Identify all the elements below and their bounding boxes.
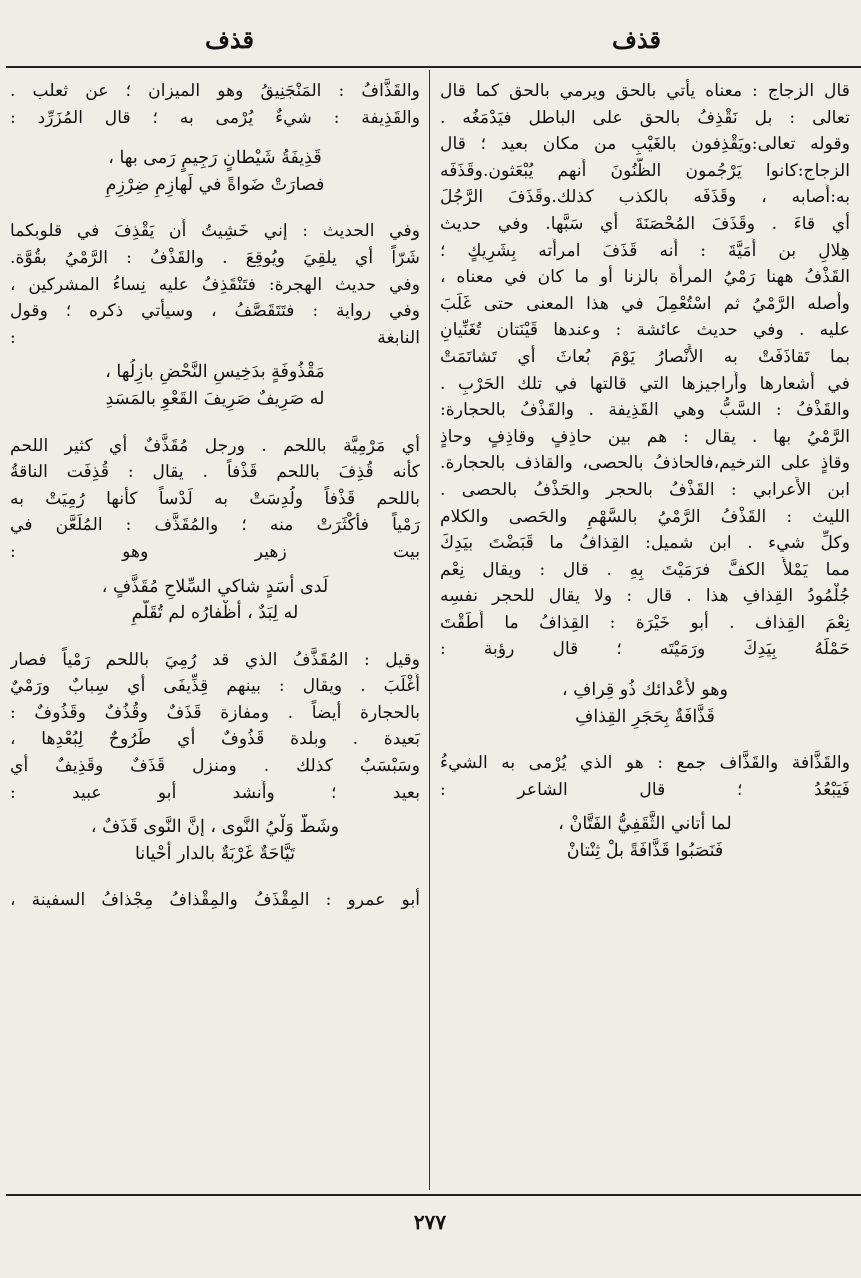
text-line: وأَصله الرَّمْيُ ثم اسْتُعْمِلَ في هذا المعنى حتى غَلَبَ — [440, 293, 850, 314]
text-line: والقَذَّافُ : المَنْجَنِيقُ وهو الميزان ؛ عن ثعلب . — [10, 81, 420, 101]
text-line: قال الزجاج : معناه يأْتي بالحق ويرمي بالحق كما قال — [440, 81, 850, 101]
right-column — [440, 78, 850, 865]
text-line: وقاذٍ على الترخيم،فالحاذفُ بالحصى، والقاذف بالحجارة. — [440, 453, 850, 474]
text-line: باللحم قَذْفاً ولُدِسَتْ به لَدْساً كأَنها رُمِيَتْ به — [10, 488, 420, 509]
text-line: تعالى : بل نَقْذِفُ بالحق على الباطل فيَدْمَغُه . — [440, 107, 850, 128]
text-line: هِلالِ بن أُمَيَّةَ : أَنه قَذَفَ امرأَته بِشَرِيكٍ ؛ — [440, 240, 850, 261]
spacer — [10, 566, 420, 574]
text-line: بعيد ؛ وأَنشد أبو عبيد : — [10, 782, 420, 803]
text-line: وفي الحديث : إني خَشِيتُ أَن يَقْذِفَ في قلوبكما — [10, 221, 420, 242]
text-line: جُلْمُودُ القِذافِ هذا . قال : ولا يقال للحجر نفسِه — [440, 586, 850, 607]
bottom-rule — [6, 1194, 861, 1196]
verse-line: له صَرِيفٌ صَرِيفَ القَعْوِ بالمَسَدِ — [105, 388, 325, 409]
verse-line: له لِبَدٌ ، أَظْفارُه لم تُقَلَّمِ — [131, 603, 299, 624]
text-line: به:أَصابه ، وقَذَفَه بالكذب كذلك.وقَذَفَ الرَّجُلَ — [440, 187, 850, 208]
text-line: كأَنه قُذِفَ باللحم قَذْفاً . يقال : قُذِفَت الناقةُ — [10, 462, 420, 483]
verse-line: قَذَّافَةٌ بِحَجَرِ القِذافِ — [575, 706, 715, 727]
spacer — [10, 131, 420, 145]
text-line: أي مَرْمِيَّة باللحم . ورجل مُقَذَّفٌ أي كثير اللحم — [10, 435, 420, 456]
text-line: الليث : القَذْفُ الرَّمْيُ بالسَّهْمِ والحَصى والكلام — [440, 506, 850, 527]
spacer — [10, 198, 420, 218]
text-line: أَغْلَبَ . ويقال : بينهم قِذِّيفَى أي سِبابٌ ورَمْيٌ — [10, 676, 420, 697]
text-line: وفي رواية : فتَتَقَصَّفُ ، وسيأْتي ذكره ؛ وقول — [10, 301, 420, 322]
text-line: نِعْمَ القِذاف . أبو خَيْرَة : القِذافُ ما أَطَقْتَ — [440, 612, 850, 633]
left-column — [10, 78, 420, 914]
text-line: الزجاج:كانوا يَرْجُمون الظُّنُونَ أَنهم يُبْعَثون.وقَذَفَه — [440, 160, 850, 181]
text-line: شَرّاً أي يلقِيَ ويُوقِعَ . والقَذْفُ : الرَّمْيُ بقُوَّة. — [10, 247, 420, 268]
verse-line: قَذِيفَةُ شَيْطانٍ رَجِيمٍ رَمى بها ، — [108, 148, 322, 169]
spacer — [440, 803, 850, 811]
headword-right: قذف — [612, 25, 661, 54]
text-line: بيت زهير وهو : — [10, 541, 420, 562]
headword-left: قذف — [205, 25, 254, 54]
text-line: عليه . وفي حديث عائشة : وعندها قَيْنَتان تُغَنِّيانِ — [440, 320, 850, 341]
column-divider — [429, 70, 430, 1190]
spacer — [10, 627, 420, 647]
text-line: بما تَقاذَفَتْ به الأَنْصارُ يَوْمَ بُعاثَ أي تَشاتَمَتْ — [440, 346, 850, 367]
text-line: الرَّمْيُ بها . يقال : هم بين حاذِفٍ وقاذِفٍ وحاذٍ — [440, 426, 850, 447]
text-line: وفي حديث الهجرة: فتَنْقَذِفُ عليه نِساءُ المشركين ، — [10, 274, 420, 295]
text-line: حَمْلَهُ بِيَدِكَ ورَمَيْتَه ؛ قال رؤبة : — [440, 639, 850, 660]
text-line: بَعيدة . وبلدة قَذُوفٌ أي طَرُوحٌ لِبُعْدِها ، — [10, 729, 420, 750]
verse-line: لَدى أَسَدٍ شاكي السِّلاحِ مُقَذَّفٍ ، — [101, 576, 329, 597]
text-line: والقَذْفُ : السَّبُّ وهي القَذِيفة . والقَذْفُ بالحجارة: — [440, 400, 850, 421]
text-line: وقوله تعالى:ويَقْذِفون بالغَيْبِ من مكان بعيد ؛ قال — [440, 134, 850, 155]
verse-line: تَيَّاحَةٌ غَرْبَةٌ بالدار أَحْيانا — [135, 843, 295, 864]
text-line: ابن الأَعرابي : القَذْفُ بالحجر والحَذْفُ بالحصى . — [440, 479, 850, 500]
text-line: والقَذَّافة والقَذَّاف جمع : هو الذي يُرْمى به الشيءُ — [440, 753, 850, 774]
spacer — [10, 806, 420, 814]
spacer — [10, 351, 420, 359]
text-line: النابغة : — [10, 327, 420, 348]
text-line: مما يَمْلأُ الكفَّ فرَمَيْتَ بِهِ . قال : ويقال نِعْم — [440, 559, 850, 580]
top-rule — [6, 66, 861, 68]
verse-line: مَقْذُوفَةٍ بدَخِيسِ النَّحْضِ بازِلُها ، — [105, 362, 325, 383]
text-line: في أَشعارها وأَراجيزها التي قالتها في تلك الحَرْبِ . — [440, 373, 850, 394]
verse-line: وهو لأَعْدائك ذُو قِرافِ ، — [562, 680, 728, 701]
text-line: وكلِّ شيء . ابن شميل: القِذافُ ما قَبَضْتَ بيَدِكَ — [440, 533, 850, 554]
text-line: فَيَبْعُدُ ؛ قال الشاعر : — [440, 779, 850, 800]
text-line: رَمْياً فأَكْثَرَتْ منه ؛ والمُقَذَّف : المُلَعَّن في — [10, 515, 420, 536]
text-line: أبو عمرو : المِقْذَفُ والمِقْذافُ مِجْذافُ السفينة ، — [10, 890, 420, 911]
text-line: بالحجارة أيضاً . ومفازة قَذَفٌ وقُذُفٌ وقَذُوفٌ : — [10, 702, 420, 723]
spacer — [440, 663, 850, 677]
spacer — [440, 730, 850, 750]
verse-line: فَنَصَبُوا قَذَّافَةً بلْ ثِنْتانْ — [566, 841, 724, 862]
spacer — [10, 413, 420, 433]
verse-line: فصارَتْ ضَواةً في لَهازِمِ ضِرْزِمِ — [105, 174, 325, 195]
text-line: والقَذِيفة : شيءٌ يُرْمى به ؛ قال المُزَرِّد : — [10, 107, 420, 128]
text-line: أي قاءَ . وقَذَفَ المُحْصَنَةَ أي سَبَّها. وفي حديث — [440, 213, 850, 234]
page-number: ٢٧٧ — [413, 1210, 447, 1234]
text-line: وسَبْسَبٌ كذلك . ومنزل قَذَفٌ وقَذِيفٌ أي — [10, 756, 420, 777]
text-line: القَذْفُ ههنا رَمْيُ المرأَة بالزنا أو ما كان في معناه ، — [440, 267, 850, 288]
verse-line: لما أَتاني الثَّقَفِيُّ الفَتَّانْ ، — [558, 814, 732, 835]
text-line: وقيل : المُقَذَّفُ الذي قد رُمِيَ باللحم رَمْياً فصار — [10, 649, 420, 670]
verse-line: وشَطَّ وَلْيُ النَّوى ، إنَّ النَّوى قَذَفٌ ، — [90, 817, 340, 838]
spacer — [10, 867, 420, 887]
